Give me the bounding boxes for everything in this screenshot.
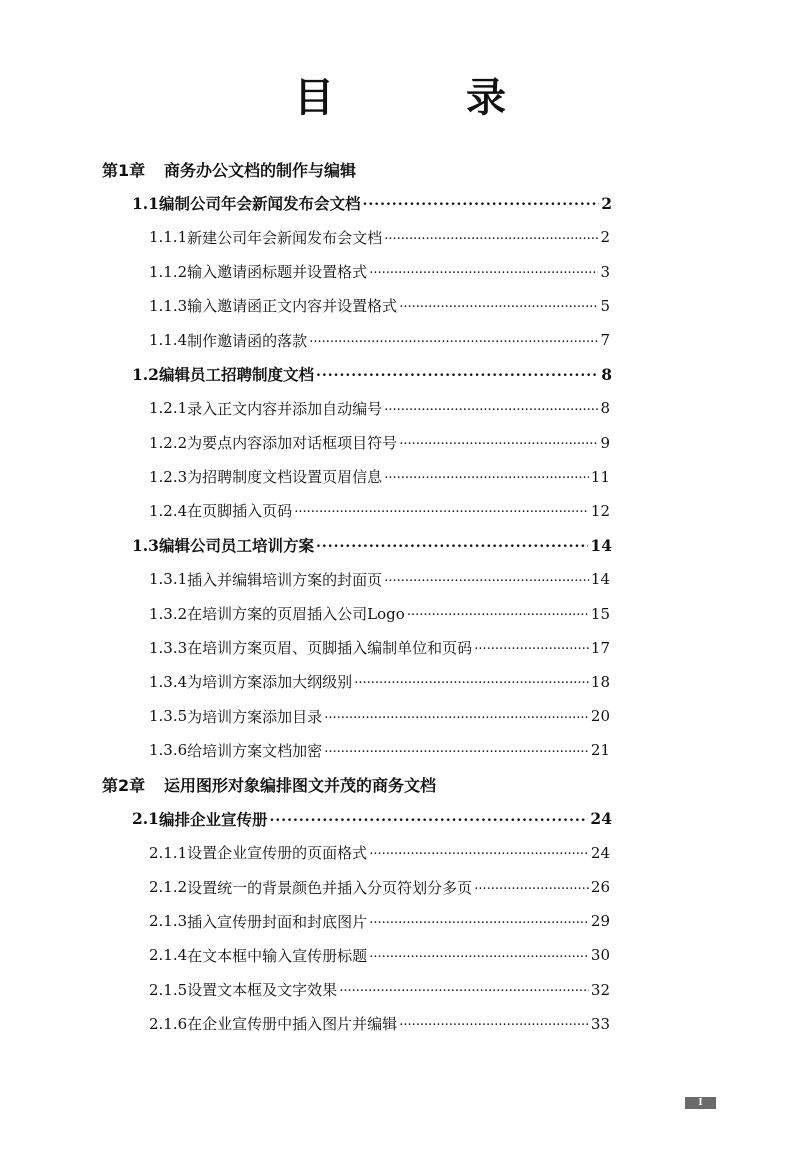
toc-entry-title: 输入邀请函正文内容并设置格式: [187, 297, 398, 316]
page-title: 目 录: [294, 74, 552, 121]
toc-sub-row[interactable]: [0, 733, 610, 767]
toc-sub-row[interactable]: [0, 323, 610, 357]
toc-entry-number: 1.3.1: [149, 570, 188, 589]
toc-page-number: 2: [601, 193, 612, 213]
toc-entry-title: 设置统一的背景颜色并插入分页符划分多页: [187, 878, 473, 897]
toc-entry-title: 编制公司年会新闻发布会文档: [158, 194, 361, 214]
toc-entry-number: 1.2.4: [149, 501, 188, 520]
toc-sub-row[interactable]: [0, 596, 610, 630]
toc-entry-number: 1.1.1: [149, 228, 188, 247]
toc-page-number: 24: [590, 809, 612, 829]
toc-sub-row[interactable]: [0, 220, 610, 254]
toc-page-number: 8: [601, 364, 612, 384]
toc-dot-leader: [474, 638, 589, 651]
toc-entry-title: 新建公司年会新闻发布会文档: [187, 228, 383, 247]
toc-dot-leader: [316, 535, 588, 549]
toc-page-number: 2: [600, 228, 610, 247]
toc-entry-number: 1.3.5: [149, 707, 188, 726]
toc-page-number: 18: [590, 672, 610, 691]
toc-section-row[interactable]: [0, 357, 612, 391]
toc-page-number: 5: [600, 296, 610, 315]
toc-entry-title: 制作邀请函的落款: [187, 331, 308, 350]
toc-entry-title: 编排企业宣传册: [158, 809, 268, 829]
toc-page-number: 24: [590, 843, 610, 862]
table-of-contents: [0, 152, 800, 1041]
toc-page-number: 30: [590, 946, 610, 965]
toc-entry-title: 设置文本框及文字效果: [187, 981, 338, 1000]
toc-sub-row[interactable]: [0, 631, 610, 665]
toc-dot-leader: [407, 604, 589, 617]
toc-page-number: 20: [590, 707, 610, 726]
toc-page-number: 15: [590, 604, 610, 623]
toc-sub-row[interactable]: [0, 494, 610, 528]
toc-dot-leader: [354, 672, 589, 685]
toc-page-number: 14: [590, 570, 610, 589]
toc-dot-leader: [324, 741, 589, 754]
toc-chapter-row[interactable]: [0, 152, 800, 186]
toc-entry-title: 在培训方案的页眉插入公司Logo: [187, 605, 405, 624]
toc-entry-number: 1.1.2: [149, 262, 188, 281]
toc-entry-number: 1.2.2: [149, 433, 188, 452]
toc-dot-leader: [294, 501, 589, 514]
toc-page-number: 17: [590, 638, 610, 657]
toc-entry-number: 2.1.5: [149, 980, 188, 999]
toc-entry-title: 设置企业宣传册的页面格式: [187, 844, 368, 863]
toc-page-number: 12: [590, 501, 610, 520]
toc-page-number: 14: [590, 535, 612, 555]
toc-entry-number: 2.1.2: [149, 878, 188, 897]
toc-sub-row[interactable]: [0, 904, 610, 938]
toc-entry-title: 编辑员工招聘制度文档: [158, 365, 314, 385]
toc-entry-number: 1.2.3: [149, 467, 188, 486]
toc-entry-title: 为培训方案添加大纲级别: [187, 673, 353, 692]
toc-page-number: 11: [590, 467, 610, 486]
toc-page-number: 32: [590, 980, 610, 999]
toc-entry-number: 1.2: [132, 364, 159, 384]
toc-entry-number: 1.3.3: [149, 638, 188, 657]
toc-dot-leader: [339, 980, 589, 993]
toc-sub-row[interactable]: [0, 426, 610, 460]
toc-entry-number: 1.3.4: [149, 672, 188, 691]
toc-page-number: 33: [590, 1014, 610, 1033]
toc-dot-leader: [384, 570, 589, 583]
toc-entry-title: 编辑公司员工培训方案: [158, 536, 314, 556]
toc-entry-number: 第1章: [102, 160, 146, 180]
toc-sub-row[interactable]: [0, 665, 610, 699]
toc-sub-row[interactable]: [0, 460, 610, 494]
toc-entry-title: 商务办公文档的制作与编辑: [164, 160, 357, 180]
toc-dot-leader: [369, 946, 589, 959]
toc-dot-leader: [399, 296, 598, 309]
toc-entry-title: 在文本框中输入宣传册标题: [187, 946, 368, 965]
page-number: I: [685, 1097, 716, 1109]
toc-dot-leader: [362, 193, 599, 207]
toc-entry-number: 1.1.4: [149, 331, 188, 350]
toc-sub-row[interactable]: [0, 255, 610, 289]
toc-entry-title: 给培训方案文档加密: [187, 741, 323, 760]
toc-dot-leader: [384, 399, 598, 412]
toc-entry-title: 插入并编辑培训方案的封面页: [187, 570, 383, 589]
toc-section-row[interactable]: [0, 528, 612, 562]
toc-page-number: 21: [590, 741, 610, 760]
toc-entry-number: 1.3.2: [149, 604, 188, 623]
toc-entry-title: 在培训方案页眉、页脚插入编制单位和页码: [187, 639, 473, 658]
toc-dot-leader: [369, 843, 589, 856]
toc-entry-number: 1.2.1: [149, 399, 188, 418]
toc-entry-number: 第2章: [102, 775, 146, 795]
toc-entry-number: 1.3.6: [149, 741, 188, 760]
toc-entry-title: 为要点内容添加对话框项目符号: [187, 434, 398, 453]
toc-dot-leader: [384, 467, 589, 480]
toc-sub-row[interactable]: [0, 1007, 610, 1041]
toc-sub-row[interactable]: [0, 973, 610, 1007]
toc-page-number: 3: [600, 262, 610, 281]
toc-sub-row[interactable]: [0, 289, 610, 323]
toc-entry-title: 在页脚插入页码: [187, 502, 293, 521]
toc-page-number: 29: [590, 912, 610, 931]
toc-dot-leader: [324, 707, 589, 720]
toc-entry-title: 运用图形对象编排图文并茂的商务文档: [164, 775, 437, 795]
toc-entry-title: 输入邀请函标题并设置格式: [187, 263, 368, 282]
toc-entry-number: 2.1: [132, 809, 159, 829]
toc-page-number: 26: [590, 878, 610, 897]
toc-dot-leader: [384, 228, 598, 241]
toc-entry-number: 2.1.6: [149, 1014, 188, 1033]
toc-dot-leader: [316, 364, 599, 378]
toc-dot-leader: [309, 331, 598, 344]
toc-entry-title: 录入正文内容并添加自动编号: [187, 399, 383, 418]
toc-entry-number: 1.3: [132, 535, 159, 555]
toc-sub-row[interactable]: [0, 699, 610, 733]
toc-entry-title: 插入宣传册封面和封底图片: [187, 912, 368, 931]
toc-entry-title: 在企业宣传册中插入图片并编辑: [187, 1015, 398, 1034]
toc-entry-title: 为培训方案添加目录: [187, 707, 323, 726]
toc-sub-row[interactable]: [0, 938, 610, 972]
toc-sub-row[interactable]: [0, 870, 610, 904]
toc-entry-number: 1.1.3: [149, 296, 188, 315]
toc-entry-number: 2.1.1: [149, 843, 188, 862]
toc-dot-leader: [399, 433, 598, 446]
toc-sub-row[interactable]: [0, 391, 610, 425]
toc-dot-leader: [399, 1014, 589, 1027]
toc-page-number: 8: [600, 399, 610, 418]
toc-entry-title: 为招聘制度文档设置页眉信息: [187, 468, 383, 487]
toc-page-number: 9: [600, 433, 610, 452]
toc-dot-leader: [369, 262, 598, 275]
toc-chapter-row[interactable]: [0, 767, 800, 801]
toc-sub-row[interactable]: [0, 562, 610, 596]
toc-entry-number: 2.1.4: [149, 946, 188, 965]
toc-entry-number: 1.1: [132, 193, 159, 213]
toc-entry-number: 2.1.3: [149, 912, 188, 931]
toc-dot-leader: [269, 809, 588, 823]
toc-page-number: 7: [600, 331, 610, 350]
toc-section-row[interactable]: [0, 186, 612, 220]
toc-section-row[interactable]: [0, 802, 612, 836]
toc-dot-leader: [369, 912, 589, 925]
toc-sub-row[interactable]: [0, 836, 610, 870]
toc-dot-leader: [474, 878, 589, 891]
